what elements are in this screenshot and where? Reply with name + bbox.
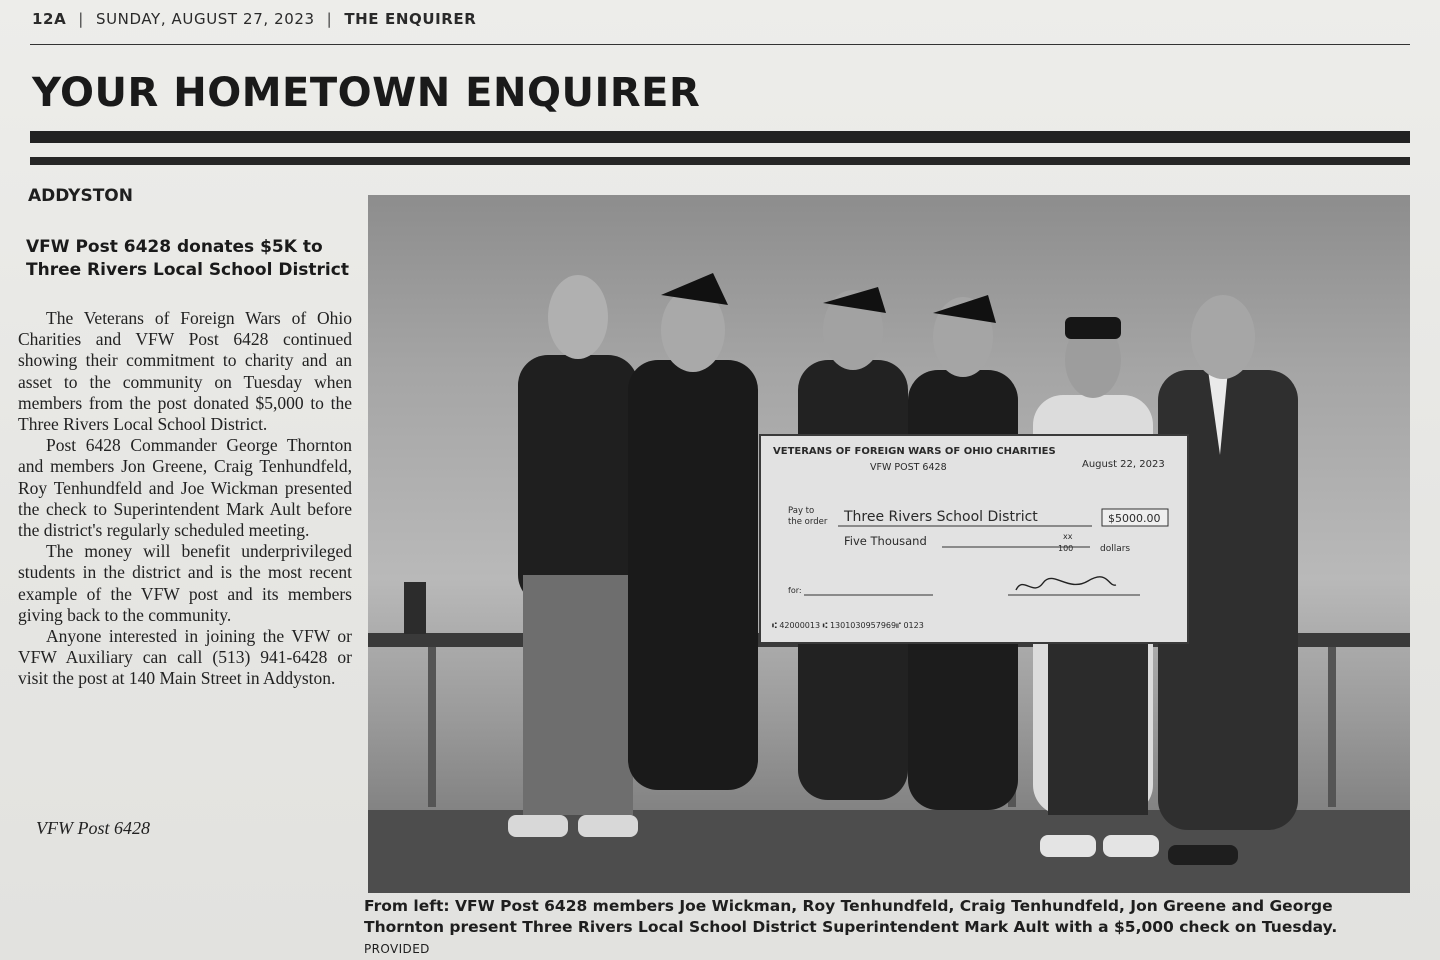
person-joe-wickman xyxy=(508,275,638,837)
article-byline: VFW Post 6428 xyxy=(36,818,150,838)
article-paragraph: Post 6428 Commander George Thornton and members Jon Greene, Craig Tenhundfeld, Roy Tenhundfeld and Joe Wickman presented the check to Superintendent Mark Ault before the district's regularly scheduled meeting. xyxy=(18,435,352,541)
check-amount-words: Five Thousand xyxy=(844,534,927,548)
article-headline xyxy=(26,236,366,282)
article-photo xyxy=(368,195,1410,893)
header-rule xyxy=(30,44,1410,45)
check-pay-to-label: Pay to xyxy=(788,506,815,516)
check-date: August 22, 2023 xyxy=(1082,459,1165,470)
check-micr-line: ⑆ 42000013 ⑆ 1301030957969⑈ 0123 xyxy=(772,621,924,630)
check-cents-top: xx xyxy=(1063,532,1073,541)
issue-date: SUNDAY, AUGUST 27, 2023 xyxy=(95,10,315,28)
photo-caption xyxy=(364,896,1404,960)
table-leg xyxy=(1328,647,1336,807)
cup xyxy=(404,582,426,634)
check-post: VFW POST 6428 xyxy=(870,462,947,473)
folio-separator: | xyxy=(78,10,84,28)
giant-check xyxy=(760,435,1188,643)
article-dateline: ADDYSTON xyxy=(28,186,133,206)
check-for-label: for: xyxy=(788,586,802,595)
check-dollars-label: dollars xyxy=(1100,544,1131,554)
check-pay-to-label: the order xyxy=(788,517,828,527)
section-rule-top xyxy=(30,131,1410,143)
page-number: 12A xyxy=(32,10,67,28)
article-paragraph: Anyone interested in joining the VFW or VFW Auxiliary can call (513) 941-6428 or visit the post at 140 Main Street in Addyston. xyxy=(18,626,352,689)
person-roy-tenhundfeld xyxy=(628,273,758,790)
paper-name: THE ENQUIRER xyxy=(344,10,477,28)
section-rule-bottom xyxy=(30,157,1410,165)
photo-illustration xyxy=(368,195,1410,893)
check-amount: $5000.00 xyxy=(1108,512,1161,525)
check-cents-bottom: 100 xyxy=(1058,544,1074,553)
folio-line xyxy=(32,10,476,28)
caption-text: From left: VFW Post 6428 members Joe Wickman, Roy Tenhundfeld, Craig Tenhundfeld, Jon Greene and George Thornton present Three Rivers Local School District Superintendent Mark Ault with a $5,000 check on Tuesday. xyxy=(364,897,1338,936)
check-payee: Three Rivers School District xyxy=(844,509,1038,525)
headline-line: VFW Post 6428 donates $5K to xyxy=(26,237,323,257)
section-title: YOUR HOMETOWN ENQUIRER xyxy=(32,70,701,116)
table-leg xyxy=(428,647,436,807)
article-paragraph: The Veterans of Foreign Wars of Ohio Charities and VFW Post 6428 continued showing their commitment to charity and an asset to the community on Tuesday when members from the post donated $5,000 to the Three Rivers Local School District. xyxy=(18,308,352,435)
article-paragraph: The money will benefit underprivileged students in the district and is the most recent example of the VFW post and its members giving back to the community. xyxy=(18,541,352,625)
folio-separator: | xyxy=(326,10,333,28)
headline-line: Three Rivers Local School District xyxy=(26,260,349,280)
photo-credit: PROVIDED xyxy=(364,942,430,956)
check-org-name: VETERANS OF FOREIGN WARS OF OHIO CHARITIES xyxy=(773,446,1056,457)
article-body xyxy=(18,308,352,690)
